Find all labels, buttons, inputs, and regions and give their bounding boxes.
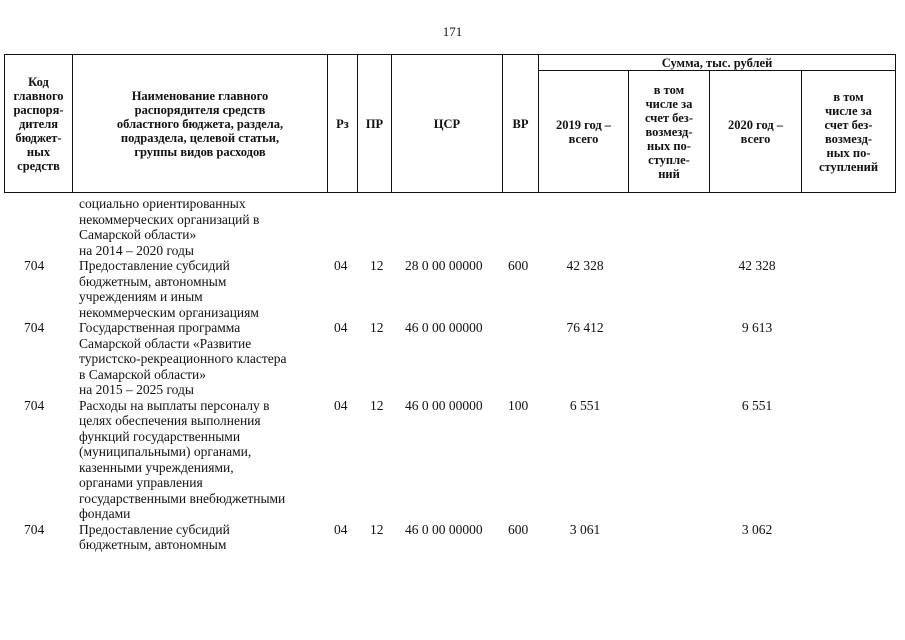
row-name: Предоставление субсидий бюджетным, автономным xyxy=(79,521,230,552)
row-name: Предоставление субсидий бюджетным, автономным учреждениям и иным некоммерческим организациям xyxy=(79,258,259,320)
row-csr: 46 0 00 00000 xyxy=(405,521,483,537)
row-code: 704 xyxy=(24,258,45,273)
row-2020-total: 3 062 xyxy=(741,521,773,537)
header-rz: Рз xyxy=(328,55,358,193)
header-code: Код главного распоря- дителя бюджет- ных средств xyxy=(5,55,73,193)
header-2020-total: 2020 год – всего xyxy=(710,71,802,193)
row-2020-total: 42 328 xyxy=(738,258,776,273)
header-sum: Сумма, тыс. рублей xyxy=(539,55,896,71)
row-vr: 100 xyxy=(508,397,529,413)
row-2019-total: 42 328 xyxy=(566,258,604,273)
row-csr: 46 0 00 00000 xyxy=(405,397,483,413)
row-2019-total: 3 061 xyxy=(569,521,601,537)
row-2020-total: 9 613 xyxy=(741,320,773,335)
header-2019-total: 2019 год – всего xyxy=(539,71,629,193)
row-pr: 12 xyxy=(370,521,384,537)
table-row xyxy=(0,398,905,522)
row-code: 704 xyxy=(24,521,45,537)
row-name: Государственная программа Самарской области «Развитие туристско-рекреационного кластера в Самарской области» на 2015 – 2025 годы xyxy=(79,320,287,397)
row-pr: 12 xyxy=(370,397,384,413)
row-vr: 600 xyxy=(508,521,529,537)
header-2020-free: в том числе за счет без- возмезд- ных по- ступлений xyxy=(802,71,896,193)
row-pr: 12 xyxy=(370,320,384,335)
table-row xyxy=(0,320,905,398)
row-vr: 600 xyxy=(508,258,529,273)
row-rz: 04 xyxy=(334,258,348,273)
page-number: 171 xyxy=(442,24,463,39)
row-code: 704 xyxy=(24,320,45,335)
row-2020-total: 6 551 xyxy=(741,397,773,413)
row-rz: 04 xyxy=(334,521,348,537)
table-body xyxy=(0,196,905,553)
row-csr: 46 0 00 00000 xyxy=(405,320,483,335)
header-name: Наименование главного распорядителя средств областного бюджета, раздела, подраздела, целевой статьи, группы видов расходов xyxy=(73,55,328,193)
row-rz: 04 xyxy=(334,397,348,413)
row-csr: 28 0 00 00000 xyxy=(405,258,483,273)
table-row xyxy=(0,522,905,553)
header-vr: ВР xyxy=(503,55,539,193)
header-csr: ЦСР xyxy=(392,55,503,193)
row-rz: 04 xyxy=(334,320,348,335)
row-pr: 12 xyxy=(370,258,384,273)
row-2019-total: 6 551 xyxy=(569,397,601,413)
row-name: Расходы на выплаты персоналу в целях обеспечения выполнения функций государственными (муниципальными) органами, казенными учреждениями, органами управления государственными внебюджетными фондами xyxy=(79,397,286,521)
row-code: 704 xyxy=(24,397,45,413)
header-2019-free: в том числе за счет без- возмезд- ных по- ступле- ний xyxy=(629,71,710,193)
row-name: социально ориентированных некоммерческих организаций в Самарской области» на 2014 – 2020 годы xyxy=(79,196,260,258)
table-header xyxy=(4,54,896,193)
row-2019-total: 76 412 xyxy=(566,320,604,335)
header-pr: ПР xyxy=(358,55,392,193)
table-row xyxy=(0,196,905,258)
table-row xyxy=(0,258,905,320)
